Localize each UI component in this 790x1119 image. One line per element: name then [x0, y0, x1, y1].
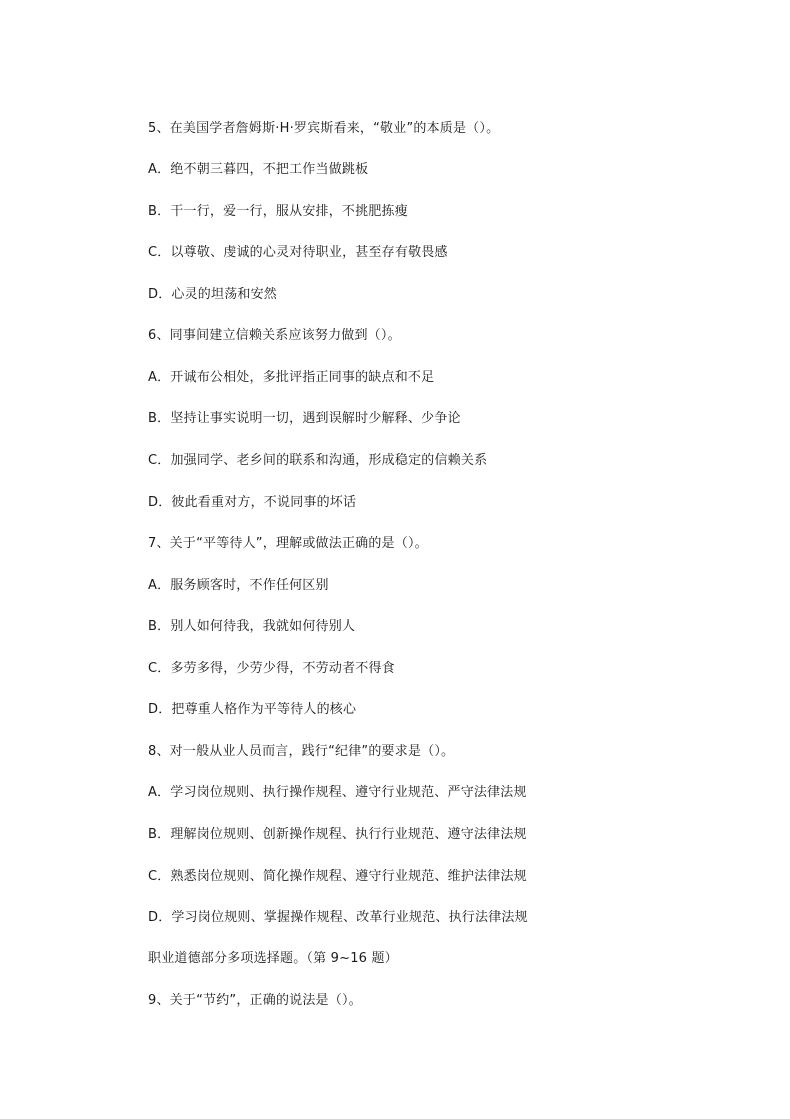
question-7-text: 7、关于“平等待人”，理解或做法正确的是（）。 — [148, 536, 428, 551]
question-7-option-b: B．别人如何待我，我就如何待别人 — [148, 619, 356, 634]
question-7-option-d: D．把尊重人格作为平等待人的核心 — [148, 702, 357, 717]
question-6-option-b: B．坚持让事实说明一切，遇到误解时少解释、少争论 — [148, 411, 461, 426]
question-5-option-a: A．绝不朝三暮四，不把工作当做跳板 — [148, 162, 369, 177]
question-5-option-b: B．干一行，爱一行，服从安排，不挑肥拣瘦 — [148, 204, 408, 219]
question-8-option-a: A．学习岗位规则、执行操作规程、遵守行业规范、严守法律法规 — [148, 785, 527, 800]
section-heading: 职业道德部分多项选择题。（第 9~16 题） — [148, 951, 398, 966]
question-6-option-a: A．开诚布公相处，多批评指正同事的缺点和不足 — [148, 370, 435, 385]
question-8-text: 8、对一般从业人员而言，践行“纪律”的要求是（）。 — [148, 744, 455, 759]
question-5-text: 5、在美国学者詹姆斯·H·罗宾斯看来，“敬业”的本质是（）。 — [148, 121, 500, 136]
question-5-option-d: D．心灵的坦荡和安然 — [148, 287, 278, 302]
question-9-text: 9、关于“节约”，正确的说法是（）。 — [148, 993, 362, 1008]
question-7-option-a: A．服务顾客时，不作任何区别 — [148, 578, 329, 593]
question-7-option-c: C．多劳多得，少劳少得，不劳动者不得食 — [148, 661, 395, 676]
question-6-option-c: C．加强同学、老乡间的联系和沟通，形成稳定的信赖关系 — [148, 453, 488, 468]
question-8-option-d: D．学习岗位规则、掌握操作规程、改革行业规范、执行法律法规 — [148, 910, 528, 925]
question-8-option-b: B．理解岗位规则、创新操作规程、执行行业规范、遵守法律法规 — [148, 827, 527, 842]
question-5-option-c: C．以尊敬、虔诚的心灵对待职业，甚至存有敬畏感 — [148, 245, 448, 260]
question-6-text: 6、同事间建立信赖关系应该努力做到（）。 — [148, 328, 401, 343]
question-6-option-d: D．彼此看重对方，不说同事的坏话 — [148, 495, 357, 510]
question-8-option-c: C．熟悉岗位规则、简化操作规程、遵守行业规范、维护法律法规 — [148, 869, 527, 884]
